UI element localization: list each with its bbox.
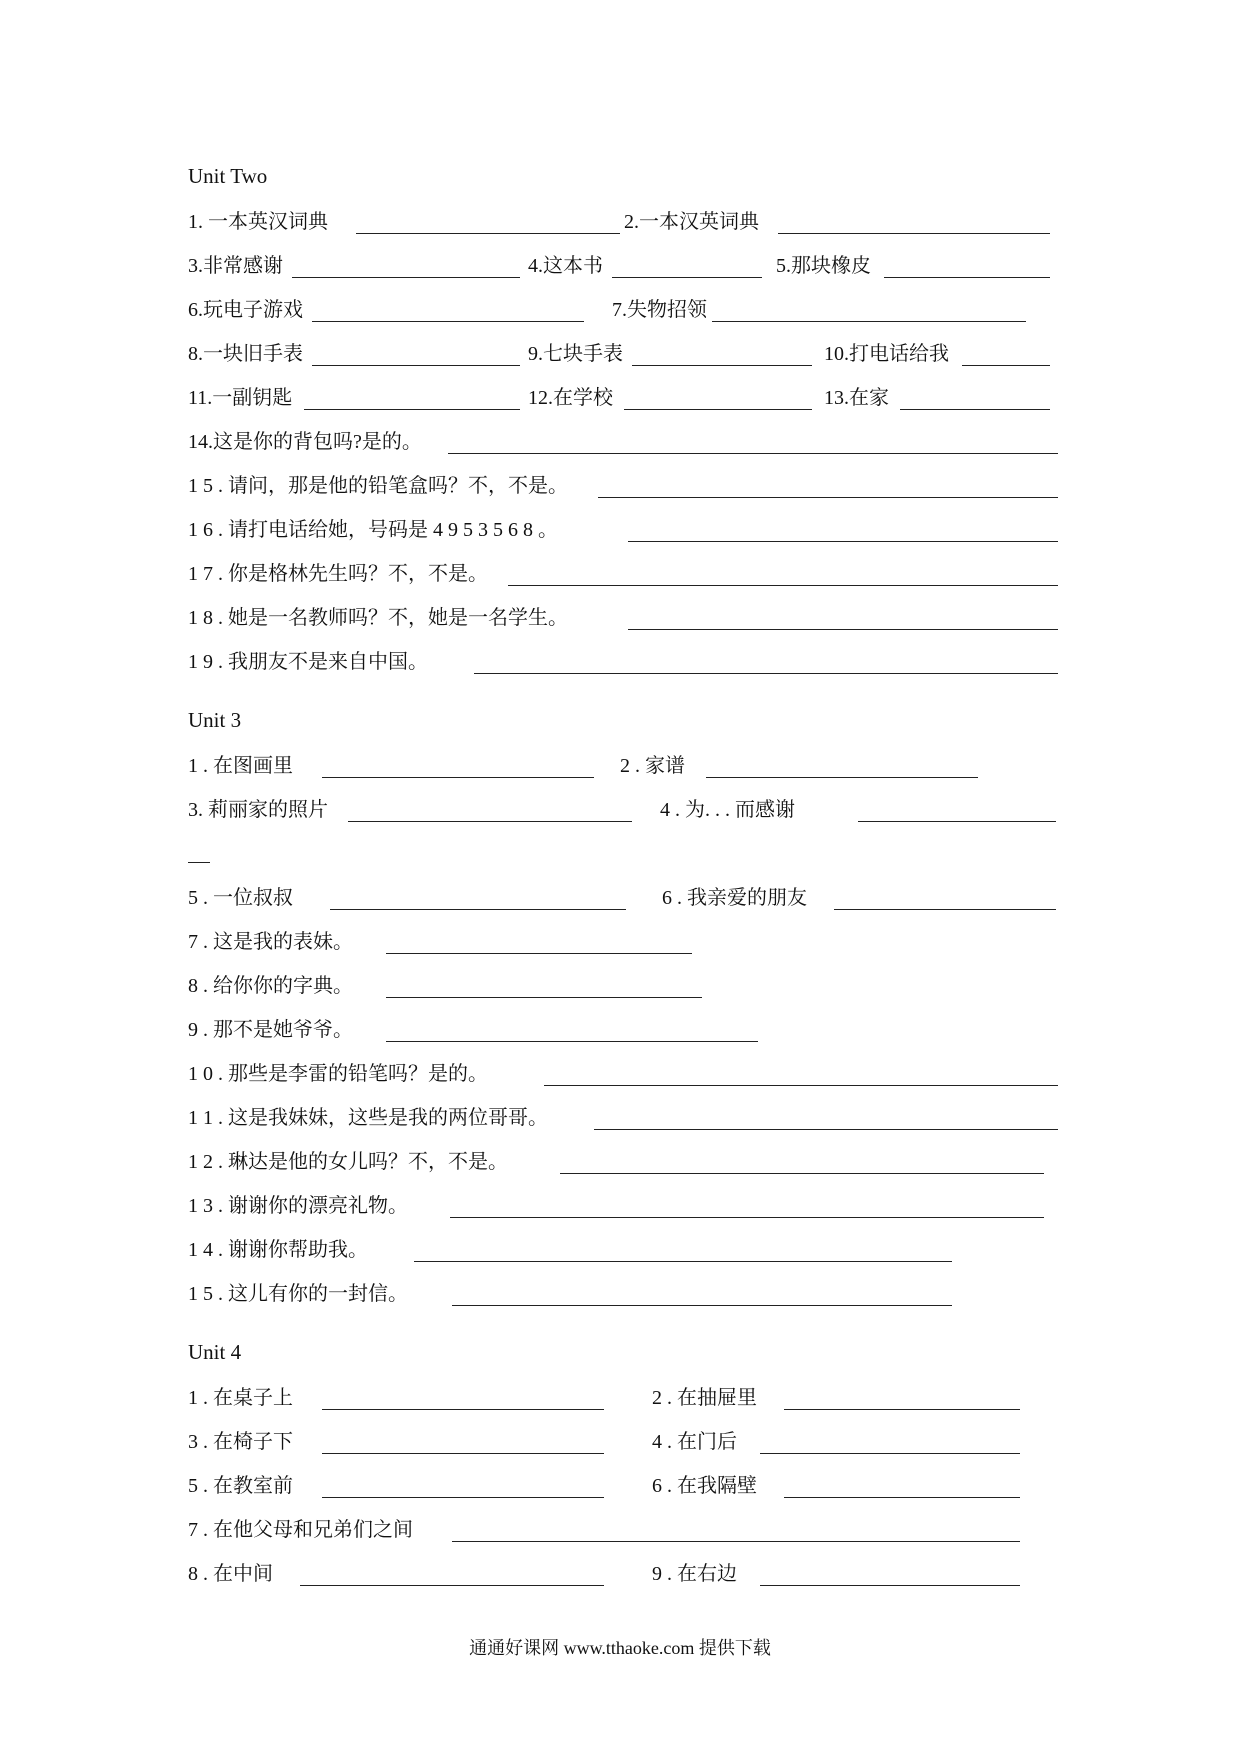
answer-blank[interactable]: [778, 233, 1050, 234]
unit2-row-2: [188, 252, 1068, 282]
unit2-item-13: 13.在家: [824, 387, 889, 409]
answer-blank[interactable]: [624, 409, 812, 410]
unit3-row-2: [188, 796, 1068, 826]
answer-blank[interactable]: [706, 777, 978, 778]
unit3-item-3: 3. 莉丽家的照片: [188, 799, 328, 821]
unit2-row-11: [188, 648, 1068, 678]
unit2-item-2: 2.一本汉英词典: [624, 211, 759, 233]
answer-blank[interactable]: [292, 277, 520, 278]
unit3-row-10: [188, 1192, 1068, 1222]
unit-two-title: Unit Two: [188, 164, 268, 188]
unit4-row-1: [188, 1384, 1068, 1414]
unit3-item-14: 1 4 . 谢谢你帮助我。: [188, 1239, 368, 1261]
unit2-item-18: 1 8 . 她是一名教师吗？不，她是一名学生。: [188, 607, 568, 629]
unit3-row-3: [188, 884, 1068, 914]
unit2-item-9: 9.七块手表: [528, 343, 623, 365]
unit3-item-12: 1 2 . 琳达是他的女儿吗？不，不是。: [188, 1151, 508, 1173]
answer-blank[interactable]: [304, 409, 520, 410]
answer-blank[interactable]: [784, 1409, 1020, 1410]
unit3-item-5: 5 . 一位叔叔: [188, 887, 293, 909]
unit3-item-7: 7 . 这是我的表妹。: [188, 931, 353, 953]
unit3-row-9: [188, 1148, 1068, 1178]
unit2-row-7: [188, 472, 1068, 502]
answer-blank[interactable]: [300, 1585, 604, 1586]
answer-blank[interactable]: [508, 585, 1058, 586]
answer-blank[interactable]: [386, 1041, 758, 1042]
answer-blank[interactable]: [450, 1217, 1044, 1218]
answer-blank[interactable]: [858, 821, 1056, 822]
unit2-item-4: 4.这本书: [528, 255, 603, 277]
unit2-row-10: [188, 604, 1068, 634]
answer-blank[interactable]: [962, 365, 1050, 366]
unit2-row-6: [188, 428, 1068, 458]
answer-blank[interactable]: [612, 277, 762, 278]
answer-blank[interactable]: [452, 1541, 1020, 1542]
answer-blank[interactable]: [312, 365, 520, 366]
answer-blank[interactable]: [760, 1585, 1020, 1586]
unit2-row-8: [188, 516, 1068, 546]
unit2-item-10: 10.打电话给我: [824, 343, 949, 365]
unit2-item-17: 1 7 . 你是格林先生吗？不，不是。: [188, 563, 488, 585]
answer-blank[interactable]: [632, 365, 812, 366]
unit3-row-4: [188, 928, 1068, 958]
answer-blank[interactable]: [322, 777, 594, 778]
answer-blank[interactable]: [322, 1453, 604, 1454]
unit2-row-9: [188, 560, 1068, 590]
unit4-item-4: 4 . 在门后: [652, 1431, 737, 1453]
unit3-item-6: 6 . 我亲爱的朋友: [662, 887, 807, 909]
answer-blank[interactable]: [760, 1453, 1020, 1454]
unit3-item-10: 1 0 . 那些是李雷的铅笔吗？是的。: [188, 1063, 488, 1085]
answer-blank[interactable]: [712, 321, 1026, 322]
unit4-row-4: [188, 1516, 1068, 1546]
answer-blank[interactable]: [452, 1305, 952, 1306]
answer-blank[interactable]: [448, 453, 1058, 454]
unit-4-title: Unit 4: [188, 1340, 242, 1364]
unit4-row-2: [188, 1428, 1068, 1458]
unit2-item-16: 1 6 . 请打电话给她，号码是 4 9 5 3 5 6 8 。: [188, 519, 558, 541]
answer-blank[interactable]: [386, 953, 692, 954]
unit3-row-5: [188, 972, 1068, 1002]
unit2-item-7: 7.失物招领: [612, 299, 707, 321]
unit2-item-14: 14.这是你的背包吗?是的。: [188, 431, 422, 453]
answer-blank[interactable]: [598, 497, 1058, 498]
unit3-item-9: 9 . 那不是她爷爷。: [188, 1019, 353, 1041]
unit2-row-1: [188, 208, 1068, 238]
answer-blank[interactable]: [348, 821, 632, 822]
answer-blank[interactable]: [900, 409, 1050, 410]
unit4-item-5: 5 . 在教室前: [188, 1475, 293, 1497]
footer-credit: 通通好课网 www.tthaoke.com 提供下载: [469, 1638, 771, 1658]
answer-blank[interactable]: [322, 1497, 604, 1498]
unit4-row-5: [188, 1560, 1068, 1590]
unit3-item-2: 2 . 家谱: [620, 755, 685, 777]
unit4-item-2: 2 . 在抽屉里: [652, 1387, 757, 1409]
unit3-item-11: 1 1 . 这是我妹妹，这些是我的两位哥哥。: [188, 1107, 548, 1129]
unit4-row-3: [188, 1472, 1068, 1502]
unit3-item-8: 8 . 给你你的字典。: [188, 975, 353, 997]
answer-blank[interactable]: [884, 277, 1050, 278]
answer-blank[interactable]: [474, 673, 1058, 674]
unit3-row-6: [188, 1016, 1068, 1046]
answer-blank[interactable]: [628, 541, 1058, 542]
answer-blank[interactable]: [560, 1173, 1044, 1174]
unit3-item-1: 1 . 在图画里: [188, 755, 293, 777]
unit3-row-8: [188, 1104, 1068, 1134]
answer-blank[interactable]: [544, 1085, 1058, 1086]
unit3-item-13: 1 3 . 谢谢你的漂亮礼物。: [188, 1195, 408, 1217]
answer-blank[interactable]: [386, 997, 702, 998]
unit2-item-8: 8.一块旧手表: [188, 343, 303, 365]
unit2-item-6: 6.玩电子游戏: [188, 299, 303, 321]
unit4-item-9: 9 . 在右边: [652, 1563, 737, 1585]
unit2-row-4: [188, 340, 1068, 370]
answer-blank[interactable]: [834, 909, 1056, 910]
unit2-item-15: 1 5 . 请问，那是他的铅笔盒吗？不，不是。: [188, 475, 568, 497]
answer-blank[interactable]: [312, 321, 584, 322]
unit3-row-1: [188, 752, 1068, 782]
answer-blank[interactable]: [414, 1261, 952, 1262]
unit2-row-5: [188, 384, 1068, 414]
unit4-item-3: 3 . 在椅子下: [188, 1431, 293, 1453]
answer-blank[interactable]: [784, 1497, 1020, 1498]
unit4-item-6: 6 . 在我隔壁: [652, 1475, 757, 1497]
unit2-item-5: 5.那块橡皮: [776, 255, 871, 277]
answer-blank[interactable]: [330, 909, 626, 910]
answer-blank[interactable]: [356, 233, 620, 234]
unit2-item-1: 1. 一本英汉词典: [188, 211, 328, 233]
answer-blank[interactable]: [628, 629, 1058, 630]
unit4-item-7: 7 . 在他父母和兄弟们之间: [188, 1519, 413, 1541]
unit-3-title: Unit 3: [188, 708, 242, 732]
unit3-row-7: [188, 1060, 1068, 1090]
stray-dash: [188, 862, 210, 863]
unit3-item-4: 4 . 为. . . 而感谢: [660, 799, 795, 821]
unit2-row-3: [188, 296, 1068, 326]
answer-blank[interactable]: [322, 1409, 604, 1410]
unit2-item-19: 1 9 . 我朋友不是来自中国。: [188, 651, 428, 673]
unit4-item-1: 1 . 在桌子上: [188, 1387, 293, 1409]
unit3-row-12: [188, 1280, 1068, 1310]
unit2-item-3: 3.非常感谢: [188, 255, 283, 277]
answer-blank[interactable]: [594, 1129, 1058, 1130]
unit2-item-12: 12.在学校: [528, 387, 613, 409]
unit3-row-11: [188, 1236, 1068, 1266]
unit3-item-15: 1 5 . 这儿有你的一封信。: [188, 1283, 408, 1305]
unit2-item-11: 11.一副钥匙: [188, 387, 293, 409]
unit4-item-8: 8 . 在中间: [188, 1563, 273, 1585]
